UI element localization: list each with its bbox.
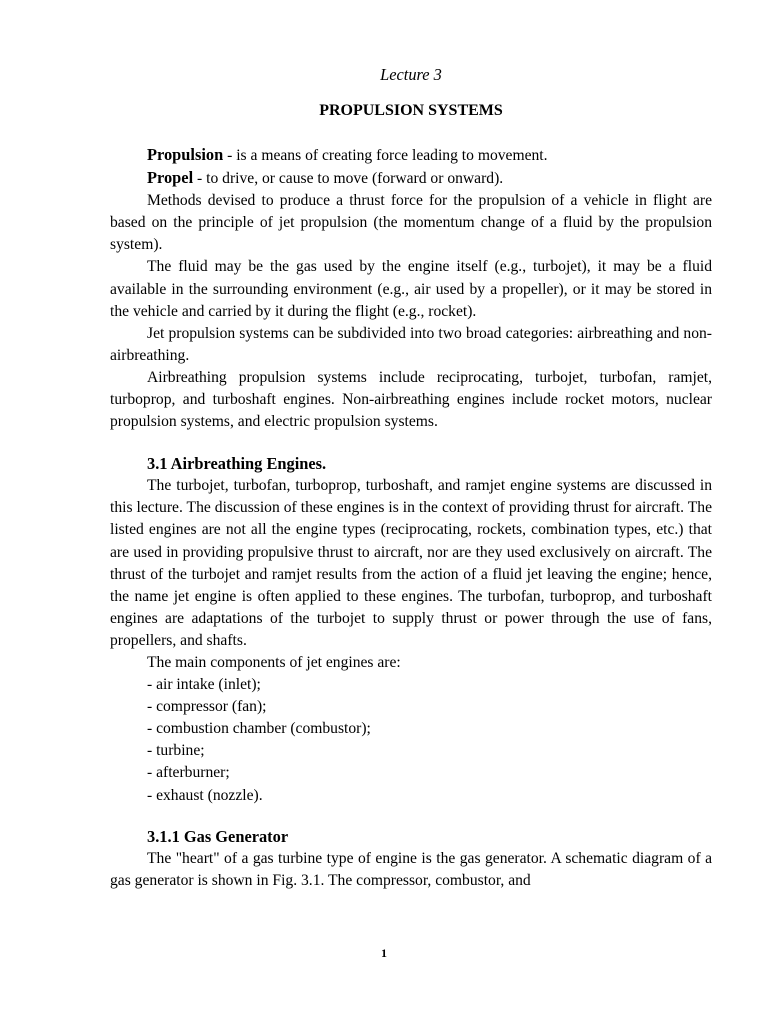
subsection-heading: 3.1.1 Gas Generator: [147, 826, 289, 846]
list-item: - air intake (inlet);: [147, 676, 261, 694]
list-item: - combustion chamber (combustor);: [147, 720, 371, 738]
paragraph: The "heart" of a gas turbine type of engine is the gas generator. A schematic diagram of a gas generator is shown in Fig. 3.1. The compressor, combustor, and: [110, 849, 712, 889]
definition-term: Propulsion: [147, 145, 224, 164]
spacer: [110, 433, 712, 453]
definition-propel: [110, 167, 712, 190]
list-item: - exhaust (nozzle).: [147, 786, 263, 804]
paragraph: The fluid may be the gas used by the engine itself (e.g., turbojet), it may be a fluid available in the surrounding environment (e.g., air used by a propeller), or it may be stored in the vehicle and carried by it during the flight (e.g., rocket).: [110, 258, 712, 320]
definition-text: - is a means of creating force leading to movement.: [223, 147, 548, 164]
section-heading: 3.1 Airbreathing Engines.: [147, 454, 327, 474]
document-title: PROPULSION SYSTEMS: [319, 102, 503, 119]
components-intro: The main components of jet engines are:: [147, 653, 401, 671]
list-item: - turbine;: [147, 742, 205, 760]
list-item: - afterburner;: [147, 764, 230, 782]
page-number: 1: [381, 946, 387, 960]
definition-text: - to drive, or cause to move (forward or onward).: [193, 170, 504, 188]
spacer: [110, 807, 712, 826]
list-item: - compressor (fan);: [147, 698, 267, 716]
definition-term: Propel: [147, 168, 194, 188]
definition-propulsion: [110, 144, 712, 167]
document-page: [110, 64, 712, 892]
paragraph: The turbojet, turbofan, turboprop, turboshaft, and ramjet engine systems are discussed in this lecture. The discussion of these engines is in the context of providing thrust for aircraft. The listed engines are not all the engine types (reciprocating, rockets, combination types, etc.) that are used in providing propulsive thrust to aircraft, nor are they used exclusively on aircraft. The thrust of the turbojet and ramjet results from the action of a fluid jet leaving the engine; hence, the name jet engine is often applied to these engines. The turbofan, turboprop, and turboshaft engines are adaptations of the turbojet to supply thrust or power through the use of fans, propellers, and shafts.: [110, 477, 712, 649]
paragraph: Methods devised to produce a thrust force for the propulsion of a vehicle in flight are based on the principle of jet propulsion (the momentum change of a fluid by the propulsion system).: [110, 192, 712, 254]
paragraph: Airbreathing propulsion systems include reciprocating, turbojet, turbofan, ramjet, turboprop, and turboshaft engines. Non-airbreathing engines include rocket motors, nuclear propulsion systems, and electric propulsion systems.: [110, 368, 712, 431]
paragraph: Jet propulsion systems can be subdivided into two broad categories: airbreathing and non-airbreathing.: [110, 324, 712, 364]
lecture-label: Lecture 3: [380, 65, 442, 84]
